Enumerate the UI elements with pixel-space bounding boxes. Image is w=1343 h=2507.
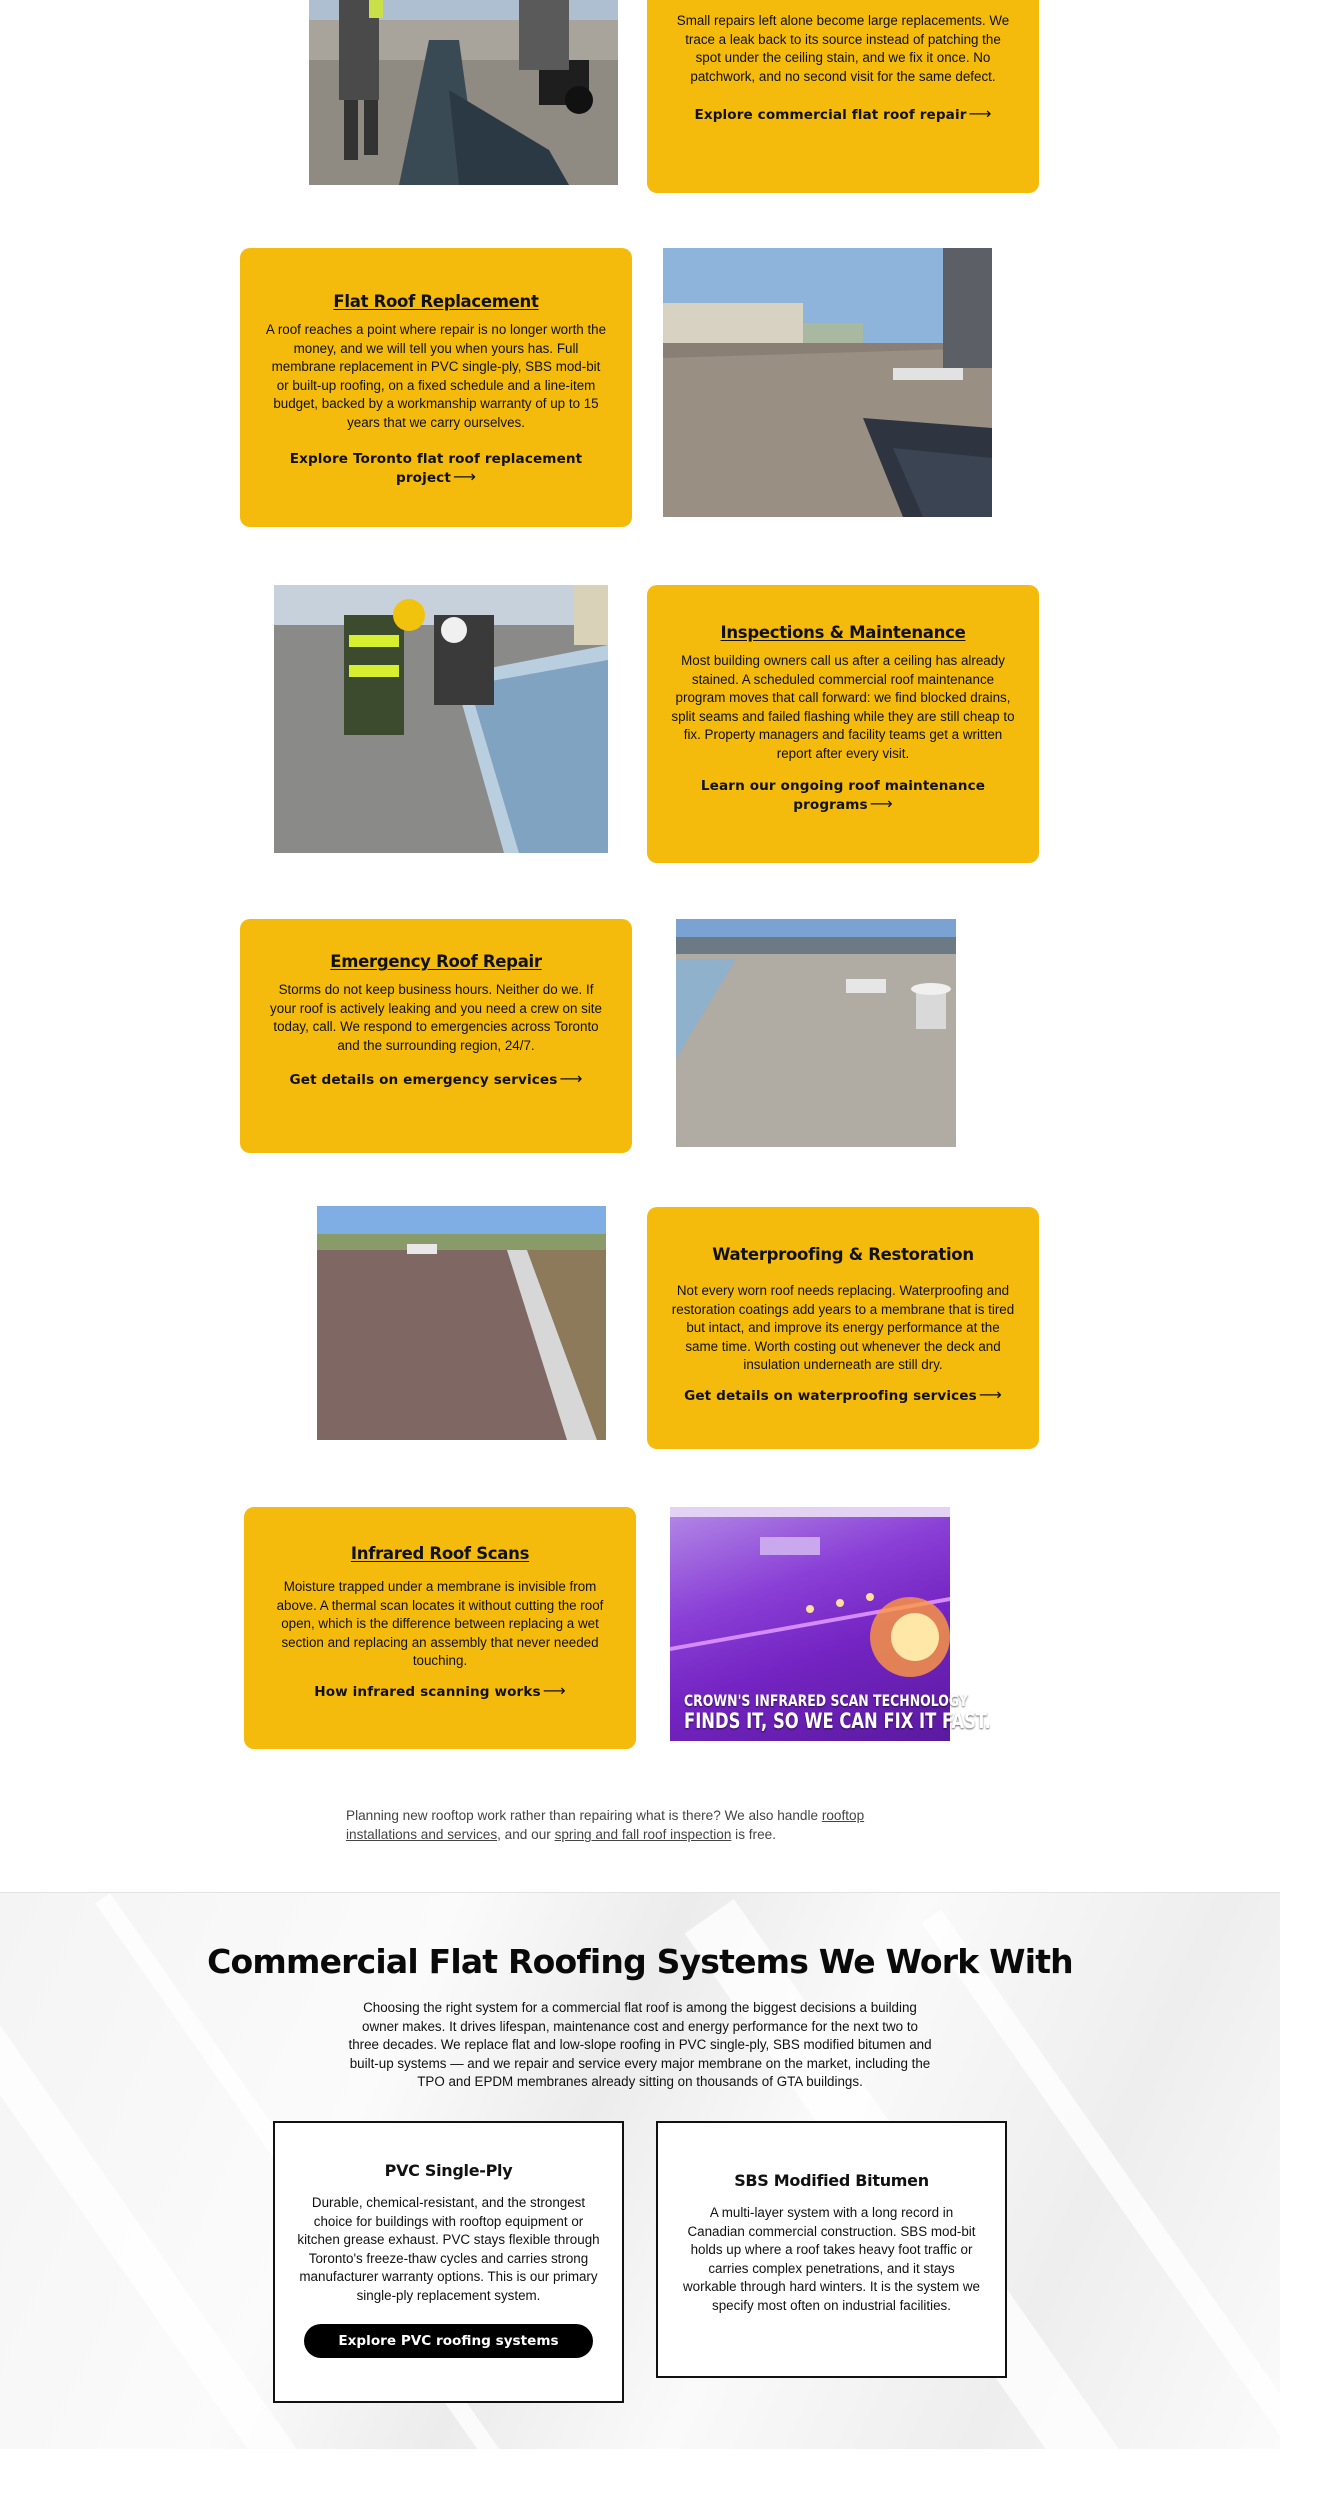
emergency-card-link[interactable]: Get details on emergency services ⟶ xyxy=(289,1069,583,1089)
pvc-card-body: Durable, chemical-resistant, and the strongest choice for buildings with rooftop equipment or kitchen grease exhaust. PVC stays flexible through Toronto's freeze-thaw cycles and carries strong manufacturer warranty options. This is our primary single-ply replacement system. xyxy=(297,2195,600,2303)
inspection-photo xyxy=(274,585,608,853)
arrow-right-icon: ⟶ xyxy=(978,1384,1002,1404)
sbs-card-body: A multi-layer system with a long record in Canadian commercial construction. SBS mod-bit holds up where a roof takes heavy foot traffic or carries complex penetrations, and it stays workable through hard winters. It is the system we specify most often on industrial facilities. xyxy=(683,2205,980,2313)
arrow-right-icon: ⟶ xyxy=(452,466,476,486)
pvc-system-card xyxy=(273,2121,624,2403)
inspections-card-body: Most building owners call us after a ceiling has already stained. A scheduled commercial roof maintenance program moves that call forward: we find blocked drains, split seams and failed flashing while they are still cheap to fix. Property managers and facility teams get a written report after every visit. xyxy=(671,653,1015,761)
replacement-photo xyxy=(663,248,992,517)
arrow-right-icon: ⟶ xyxy=(869,793,893,813)
inspections-card-link[interactable]: Learn our ongoing roof maintenance programs ⟶ xyxy=(700,777,986,813)
replacement-card-body: A roof reaches a point where repair is no longer worth the money, and we will tell you when yours has. Full membrane replacement in PVC single-ply, SBS mod-bit or built-up roofing, on a fixed schedule and a line-item budget, backed by a workmanship warranty of up to 15 years that we carry ourselves. xyxy=(265,322,607,430)
planning-paragraph: Planning new rooftop work rather than repairing what is there? We also handle rooftop installations and services, and our spring and fall roof inspection is free. xyxy=(346,1808,865,1843)
infrared-scan-photo xyxy=(670,1507,991,1741)
replacement-card-link[interactable]: Explore Toronto flat roof replacement project ⟶ xyxy=(289,450,583,486)
waterproofing-photo xyxy=(317,1206,606,1440)
rooftop-installations-link[interactable]: rooftop installations and services xyxy=(346,1808,865,1843)
replacement-card-title[interactable]: Flat Roof Replacement xyxy=(333,292,539,311)
infrared-overlay-line2: FINDS IT, SO WE CAN FIX IT FAST. xyxy=(684,1709,991,1733)
inspections-card xyxy=(647,585,1039,863)
arrow-right-icon: ⟶ xyxy=(968,104,992,124)
infrared-card-title[interactable]: Infrared Roof Scans xyxy=(350,1544,530,1563)
waterproofing-card-link[interactable]: Get details on waterproofing services ⟶ xyxy=(684,1384,1002,1404)
arrow-right-icon: ⟶ xyxy=(542,1680,566,1700)
explore-pvc-button[interactable]: Explore PVC roofing systems xyxy=(304,2324,592,2358)
arrow-right-icon: ⟶ xyxy=(559,1069,583,1089)
systems-intro: Choosing the right system for a commercial flat roof is among the biggest decisions a building owner makes. It drives lifespan, maintenance cost and energy performance for the next two to three decades. We replace flat and low-slope roofing in PVC single-ply, SBS modified bitumen and built-up systems — and we repair and service every major membrane on the market, including the TPO and EPDM membranes already sitting on thousands of GTA buildings. xyxy=(348,2000,932,2090)
emergency-card-title[interactable]: Emergency Roof Repair xyxy=(330,952,542,971)
repair-card-body: Small repairs left alone become large replacements. We trace a leak back to its source instead of patching the spot under the ceiling stain, and we fix it once. No patchwork, and no second visit for the same defect. xyxy=(676,13,1010,84)
infrared-overlay-line1: CROWN'S INFRARED SCAN TECHNOLOGY xyxy=(684,1691,968,1710)
pvc-card-title: PVC Single-Ply xyxy=(384,2161,513,2180)
emergency-card xyxy=(240,919,632,1153)
waterproofing-card xyxy=(647,1207,1039,1449)
roof-inspection-link[interactable]: spring and fall roof inspection xyxy=(554,1827,732,1843)
sbs-card-title: SBS Modified Bitumen xyxy=(734,2171,929,2190)
repair-crew-photo xyxy=(309,0,618,185)
emergency-card-body: Storms do not keep business hours. Neither do we. If your roof is actively leaking and you need a crew on site today, call. We respond to emergencies across Toronto and the surrounding region, 24/7. xyxy=(270,982,602,1053)
repair-card xyxy=(647,0,1039,193)
inspections-card-title[interactable]: Inspections & Maintenance xyxy=(720,623,966,642)
gravel-roof-photo xyxy=(676,919,956,1147)
infrared-card-body: Moisture trapped under a membrane is invisible from above. A thermal scan locates it without cutting the roof open, which is the difference between replacing a wet section and replacing an assembly that never needed touching. xyxy=(276,1579,604,1669)
replacement-card xyxy=(240,248,632,527)
repair-card-link[interactable]: Explore commercial flat roof repair ⟶ xyxy=(694,104,992,124)
sbs-system-card xyxy=(656,2121,1007,2378)
systems-heading: Commercial Flat Roofing Systems We Work With xyxy=(207,1942,1073,1981)
waterproofing-card-body: Not every worn roof needs replacing. Waterproofing and restoration coatings add years to a membrane that is tired but intact, and improve its energy performance at the same time. Worth costing out whenever the deck and insulation underneath are still dry. xyxy=(671,1283,1015,1373)
infrared-card-link[interactable]: How infrared scanning works ⟶ xyxy=(314,1680,566,1700)
waterproofing-card-title: Waterproofing & Restoration xyxy=(712,1245,974,1264)
infrared-card xyxy=(244,1507,636,1749)
